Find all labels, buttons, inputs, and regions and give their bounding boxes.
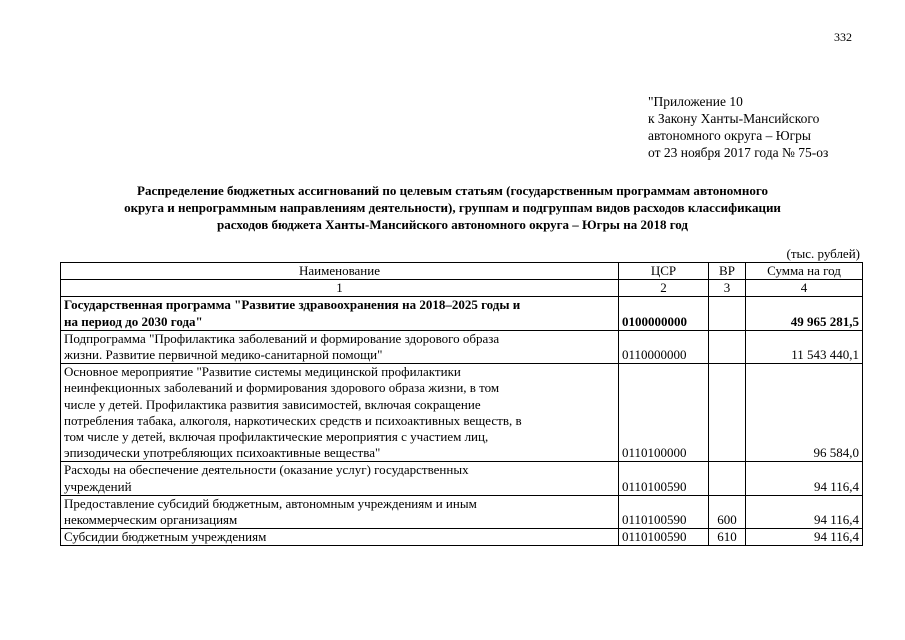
title-line: округа и непрограммным направлениям деятельности), группам и подгруппам видов расходов классификации xyxy=(124,200,781,215)
row-sum: 96 584,0 xyxy=(746,364,863,462)
title-line: расходов бюджета Ханты-Мансийского автономного округа – Югры на 2018 год xyxy=(217,217,688,232)
table-row xyxy=(61,330,863,363)
row-name-line: некоммерческим организациям xyxy=(64,512,238,528)
row-name-line: Субсидии бюджетным учреждениям xyxy=(64,529,267,545)
row-vr xyxy=(709,330,746,363)
table-row xyxy=(61,297,863,330)
header-sum: Сумма на год xyxy=(746,263,863,280)
row-name-cell xyxy=(61,364,619,462)
header-name: Наименование xyxy=(61,263,619,280)
row-csr: 0100000000 xyxy=(619,297,709,330)
row-sum: 94 116,4 xyxy=(746,462,863,495)
units-label: (тыс. рублей) xyxy=(786,246,860,261)
row-sum: 94 116,4 xyxy=(746,529,863,546)
header-vr: ВР xyxy=(709,263,746,280)
row-csr: 0110100590 xyxy=(619,529,709,546)
row-csr: 0110100590 xyxy=(619,495,709,528)
table-row xyxy=(61,495,863,528)
row-name-cell xyxy=(61,462,619,495)
budget-table xyxy=(60,262,863,546)
row-name-line: неинфекционных заболеваний и формирования здорового образа жизни, в том xyxy=(64,380,500,396)
row-name-cell xyxy=(61,495,619,528)
row-vr: 600 xyxy=(709,495,746,528)
title-line: Распределение бюджетных ассигнований по целевым статьям (государственным программам автономного xyxy=(137,183,768,198)
appendix-line: к Закону Ханты-Мансийского xyxy=(648,111,820,126)
column-number: 4 xyxy=(746,280,863,297)
page-number: 332 xyxy=(834,30,852,44)
row-name-line: Основное мероприятие "Развитие системы медицинской профилактики xyxy=(64,364,461,380)
row-vr: 610 xyxy=(709,529,746,546)
row-name-line: числе у детей. Профилактика развития зависимостей, включая сокращение xyxy=(64,396,481,412)
row-name-cell xyxy=(61,330,619,363)
row-name-line: потребления табака, алкоголя, наркотических средств и психоактивных веществ, в xyxy=(64,412,522,428)
document-title xyxy=(40,182,865,233)
row-vr xyxy=(709,462,746,495)
row-name-cell xyxy=(61,297,619,330)
appendix-reference xyxy=(648,93,828,161)
table-body xyxy=(61,297,863,546)
row-vr xyxy=(709,364,746,462)
row-vr xyxy=(709,297,746,330)
row-name-line: на период до 2030 года" xyxy=(64,313,203,329)
table-column-numbers-row xyxy=(61,280,863,297)
row-csr: 0110000000 xyxy=(619,330,709,363)
appendix-line: "Приложение 10 xyxy=(648,94,743,109)
column-number: 1 xyxy=(61,280,619,297)
row-csr: 0110100000 xyxy=(619,364,709,462)
row-name-line: эпизодически употребляющих психоактивные вещества" xyxy=(64,445,381,461)
row-name-line: учреждений xyxy=(64,478,132,494)
table-row xyxy=(61,462,863,495)
row-name-line: жизни. Развитие первичной медико-санитарной помощи" xyxy=(64,347,383,363)
row-sum: 94 116,4 xyxy=(746,495,863,528)
row-name-line: Предоставление субсидий бюджетным, автономным учреждениям и иным xyxy=(64,495,477,511)
row-sum: 11 543 440,1 xyxy=(746,330,863,363)
row-name-line: Подпрограмма "Профилактика заболеваний и формирование здорового образа xyxy=(64,330,500,346)
row-name-line: Расходы на обеспечение деятельности (оказание услуг) государственных xyxy=(64,462,469,478)
appendix-line: от 23 ноября 2017 года № 75-оз xyxy=(648,145,829,160)
header-csr: ЦСР xyxy=(619,263,709,280)
appendix-line: автономного округа – Югры xyxy=(648,128,811,143)
table-header-row xyxy=(61,263,863,280)
column-number: 2 xyxy=(619,280,709,297)
table-row xyxy=(61,529,863,546)
row-name-line: Государственная программа "Развитие здравоохранения на 2018–2025 годы и xyxy=(64,297,521,313)
row-sum: 49 965 281,5 xyxy=(746,297,863,330)
column-number: 3 xyxy=(709,280,746,297)
row-name-cell xyxy=(61,529,619,546)
table-row xyxy=(61,364,863,462)
row-name-line: том числе у детей, включая профилактические мероприятия с участием лиц, xyxy=(64,429,489,445)
row-csr: 0110100590 xyxy=(619,462,709,495)
